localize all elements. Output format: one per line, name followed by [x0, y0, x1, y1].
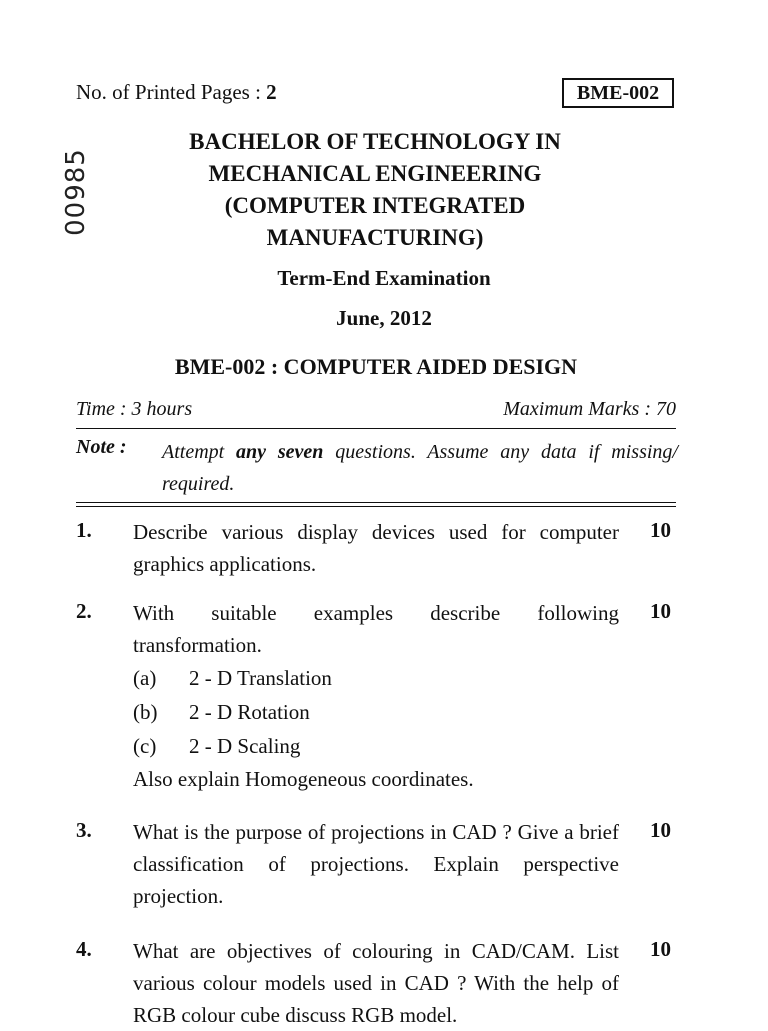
question-text: What are objectives of colouring in CAD/CAM. List various colour models used in CAD ? With the help of RGB colour cube discuss RGB model. — [133, 939, 619, 1027]
printed-pages — [76, 80, 277, 105]
note-text — [162, 436, 678, 500]
exam-date: June, 2012 — [336, 306, 432, 330]
question-text: Describe various display devices used for computer graphics applications. — [133, 520, 619, 576]
sub-question-text: 2 - D Rotation — [189, 700, 310, 724]
title-line: MECHANICAL ENGINEERING — [208, 161, 542, 186]
sub-question-text: 2 - D Scaling — [189, 734, 301, 758]
question-number: 1. — [76, 518, 92, 542]
divider — [76, 428, 676, 429]
sub-question-label: (c) — [133, 734, 157, 758]
note-pre: Attempt — [162, 441, 237, 463]
max-marks: Maximum Marks : 70 — [503, 398, 676, 420]
question-text: With suitable examples describe following transformation. — [133, 601, 619, 657]
exam-name: Term-End Examination — [277, 266, 491, 290]
paper-code: BME-002 — [576, 81, 660, 104]
sub-question — [133, 729, 619, 763]
title-line: (COMPUTER INTEGRATED — [224, 193, 526, 218]
question-marks: 10 — [650, 818, 671, 842]
sub-question-label: (a) — [133, 666, 157, 690]
question-body — [133, 597, 619, 795]
printed-pages-label: No. of Printed Pages : — [76, 80, 267, 104]
exam-time: Time : 3 hours — [76, 398, 193, 420]
serial-number: 00985 — [61, 148, 91, 236]
paper-code-box — [562, 78, 674, 108]
sub-question — [133, 661, 619, 695]
question-marks: 10 — [650, 518, 671, 542]
title-line: MANUFACTURING) — [266, 225, 484, 250]
title-line: BACHELOR OF TECHNOLOGY IN — [189, 129, 561, 154]
serial-number-stamp — [46, 136, 106, 248]
note-label: Note : — [76, 436, 127, 458]
note-emphasis: any seven — [236, 441, 324, 463]
question-number: 3. — [76, 818, 92, 842]
question-marks: 10 — [650, 937, 671, 961]
sub-question-text: 2 - D Translation — [189, 666, 332, 690]
sub-question — [133, 695, 619, 729]
programme-title — [130, 126, 620, 254]
sub-question-label: (b) — [133, 700, 158, 724]
printed-pages-value: 2 — [266, 80, 277, 104]
question-number: 4. — [76, 937, 92, 961]
question-marks: 10 — [650, 599, 671, 623]
question-number: 2. — [76, 599, 92, 623]
question-followup: Also explain Homogeneous coordinates. — [133, 767, 474, 791]
double-divider — [76, 502, 676, 507]
question-text: What is the purpose of projections in CAD ? Give a brief classification of projections. Explain perspective projection. — [133, 820, 619, 908]
note-post: questions. Assume any data if missing/ required. — [162, 441, 678, 495]
course-title: BME-002 : COMPUTER AIDED DESIGN — [174, 354, 578, 379]
